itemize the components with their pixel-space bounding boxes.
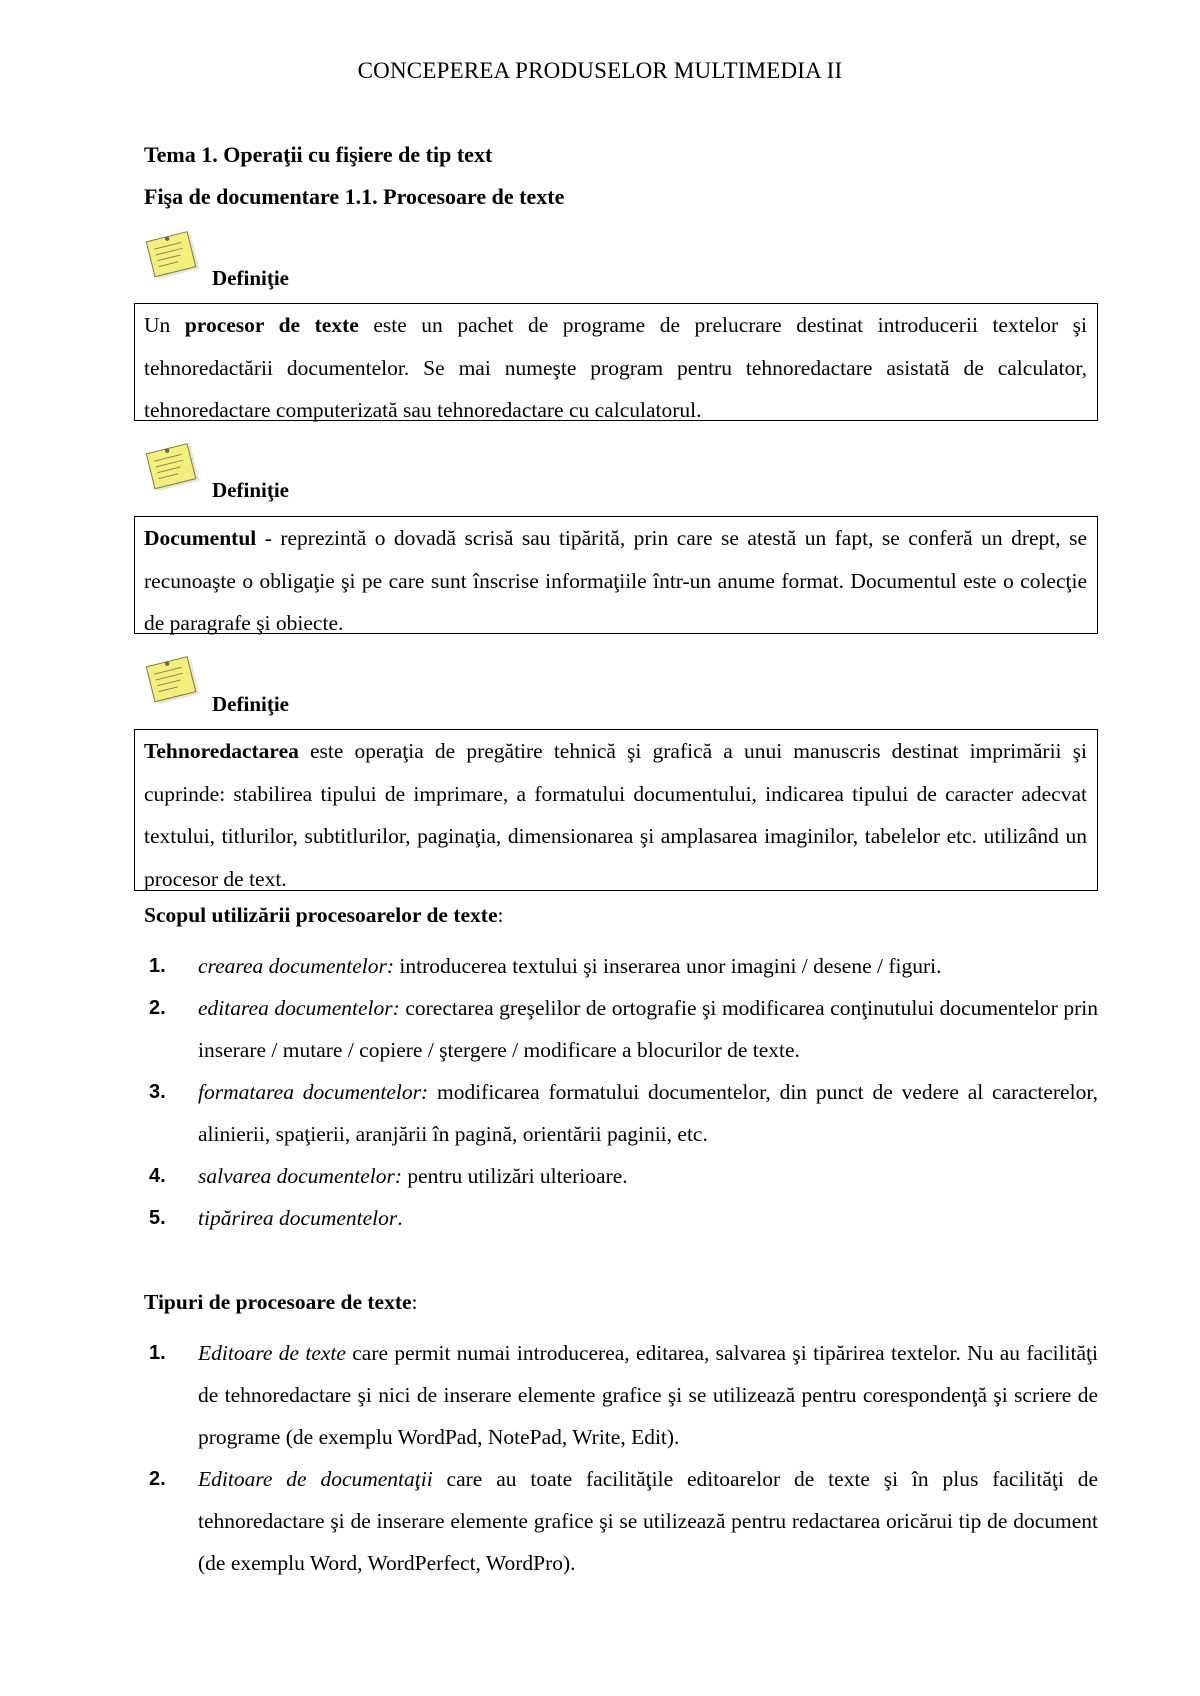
list-item: 5. tipărirea documentelor. (149, 1206, 403, 1230)
definition-label: Definiţie (212, 266, 289, 290)
types-list (144, 1332, 1098, 1584)
definition-body: este operaţia de pregătire tehnică şi grafică a unui manuscris destinat imprimării şi cuprinde: stabilirea tipului de imprimare, a formatului documentului, indicarea tipului de caracter adecvat textului, titlurilor, subtitlurilor, paginaţia, dimensionarea şi amplasarea imaginilor, tabelelor etc. utilizând un procesor de text. (144, 739, 1087, 891)
list-item: 1. Editoare de texte care permit numai introducerea, editarea, salvarea şi tipărirea textelor. Nu au facilităţi de tehnoredactare şi nici de inserare elemente grafice şi se utilizează pentru corespondenţă şi scriere de programe (de exemplu WordPad, NotePad, Write, Edit). (149, 1341, 1098, 1449)
list-item: 4. salvarea documentelor: pentru utilizări ulterioare. (149, 1164, 628, 1188)
definition-term: Tehnoredactarea (144, 739, 299, 763)
definition-box (134, 516, 1098, 634)
list-item: 2. Editoare de documentaţii care au toate facilităţile editoarelor de texte şi în plus facilităţi de tehnoredactare şi de inserare elemente grafice şi se utilizează pentru redactarea oricărui tip de document (de exemplu Word, WordPerfect, WordPro). (149, 1467, 1098, 1575)
list-item: 1. crearea documentelor: introducerea textului şi inserarea unor imagini / desene / figuri. (149, 954, 942, 978)
topic-heading: Tema 1. Operaţii cu fişiere de tip text (144, 142, 493, 167)
definition-box (134, 729, 1098, 891)
definition-body: este un pachet de programe de prelucrare destinat introducerii textelor şi tehnoredactării documentelor. Se mai numeşte program pentru tehnoredactare asistată de calculator, tehnoredactare computerizată sau tehnoredactare cu calculatorul. (144, 313, 1088, 422)
scope-title: Scopul utilizării procesoarelor de texte: (144, 903, 504, 927)
definition-term: procesor de texte (184, 313, 359, 337)
definition-box (134, 303, 1098, 421)
sticky-note-icon (144, 228, 200, 280)
definition-lead: Un (144, 313, 185, 337)
definition-label: Definiţie (212, 692, 289, 716)
sticky-note-icon (144, 653, 200, 705)
list-item: 3. formatarea documentelor: modificarea formatului documentelor, din punct de vedere al caracterelor, alinierii, spaţierii, aranjării în pagină, orientării paginii, etc. (149, 1080, 1098, 1146)
sticky-note-icon (144, 440, 200, 492)
definition-term: Documentul (144, 526, 257, 550)
list-item: 2. editarea documentelor: corectarea greşelilor de ortografie şi modificarea conţinutului documentelor prin inserare / mutare / copiere / ştergere / modificare a blocurilor de texte. (149, 996, 1098, 1062)
worksheet-heading: Fişa de documentare 1.1. Procesoare de texte (144, 184, 565, 209)
page-header: CONCEPEREA PRODUSELOR MULTIMEDIA II (357, 58, 843, 83)
scope-list (144, 945, 1098, 1239)
types-title: Tipuri de procesoare de texte: (144, 1290, 418, 1314)
definition-body: - reprezintă o dovadă scrisă sau tipărită, prin care se atestă un fapt, se conferă un drept, se recunoaşte o obligaţie şi pe care sunt înscrise informaţiile într-un anume format. Documentul este o colecţie de paragrafe şi obiecte. (144, 526, 1087, 635)
definition-label: Definiţie (212, 478, 289, 502)
